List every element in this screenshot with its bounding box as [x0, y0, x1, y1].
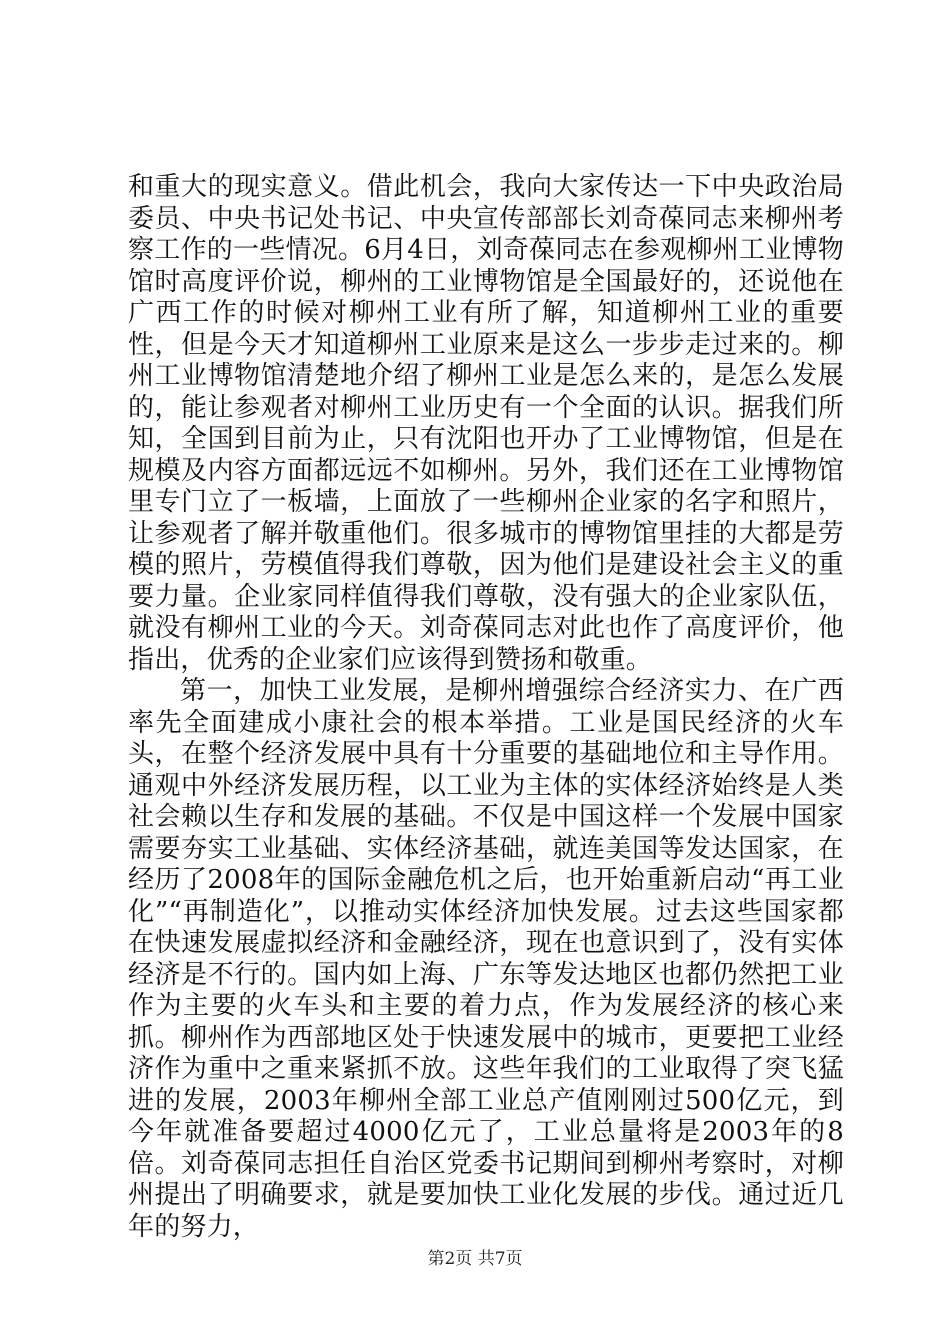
paragraph-1: 和重大的现实意义。借此机会，我向大家传达一下中央政治局委员、中央书记处书记、中央宣传部部长刘奇葆同志来柳州考察工作的一些情况。6月4日，刘奇葆同志在参观柳州工业博物馆时高度评价说，柳州的工业博物馆是全国最好的，还说他在广西工作的时候对柳州工业有所了解，知道柳州工业的重要性，但是今天才知道柳州工业原来是这么一步步走过来的。柳州工业博物馆清楚地介绍了柳州工业是怎么来的，是怎么发展的，能让参观者对柳州工业历史有一个全面的认识。据我们所知，全国到目前为止，只有沈阳也开办了工业博物馆，但是在规模及内容方面都远远不如柳州。另外，我们还在工业博物馆里专门立了一板墙，上面放了一些柳州企业家的名字和照片，让参观者了解并敬重他们。很多城市的博物馆里挂的大都是劳模的照片，劳模值得我们尊敬，因为他们是建设社会主义的重要力量。企业家同样值得我们尊敬，没有强大的企业家队伍，就没有柳州工业的今天。刘奇葆同志对此也作了高度评价，他指出，优秀的企业家们应该得到赞扬和敬重。	[128, 172, 844, 675]
page-number-footer: 第2页 共7页	[427, 1249, 523, 1269]
document-body	[128, 172, 844, 1243]
paragraph-2: 第一，加快工业发展，是柳州增强综合经济实力、在广西率先全面建成小康社会的根本举措。工业是国民经济的火车头，在整个经济发展中具有十分重要的基础地位和主导作用。通观中外经济发展历程，以工业为主体的实体经济始终是人类社会赖以生存和发展的基础。不仅是中国这样一个发展中国家需要夯实工业基础、实体经济基础，就连美国等发达国家，在经历了2008年的国际金融危机之后，也开始重新启动“再工业化”“再制造化”，以推动实体经济加快发展。过去这些国家都在快速发展虚拟经济和金融经济，现在也意识到了，没有实体经济是不行的。国内如上海、广东等发达地区也都仍然把工业作为主要的火车头和主要的着力点，作为发展经济的核心来抓。柳州作为西部地区处于快速发展中的城市，更要把工业经济作为重中之重来紧抓不放。这些年我们的工业取得了突飞猛进的发展，2003年柳州全部工业总产值刚刚过500亿元，到今年就准备要超过4000亿元了，工业总量将是2003年的8倍。刘奇葆同志担任自治区党委书记期间到柳州考察时，对柳州提出了明确要求，就是要加快工业化发展的步伐。通过近几年的努力，	[128, 676, 844, 1242]
